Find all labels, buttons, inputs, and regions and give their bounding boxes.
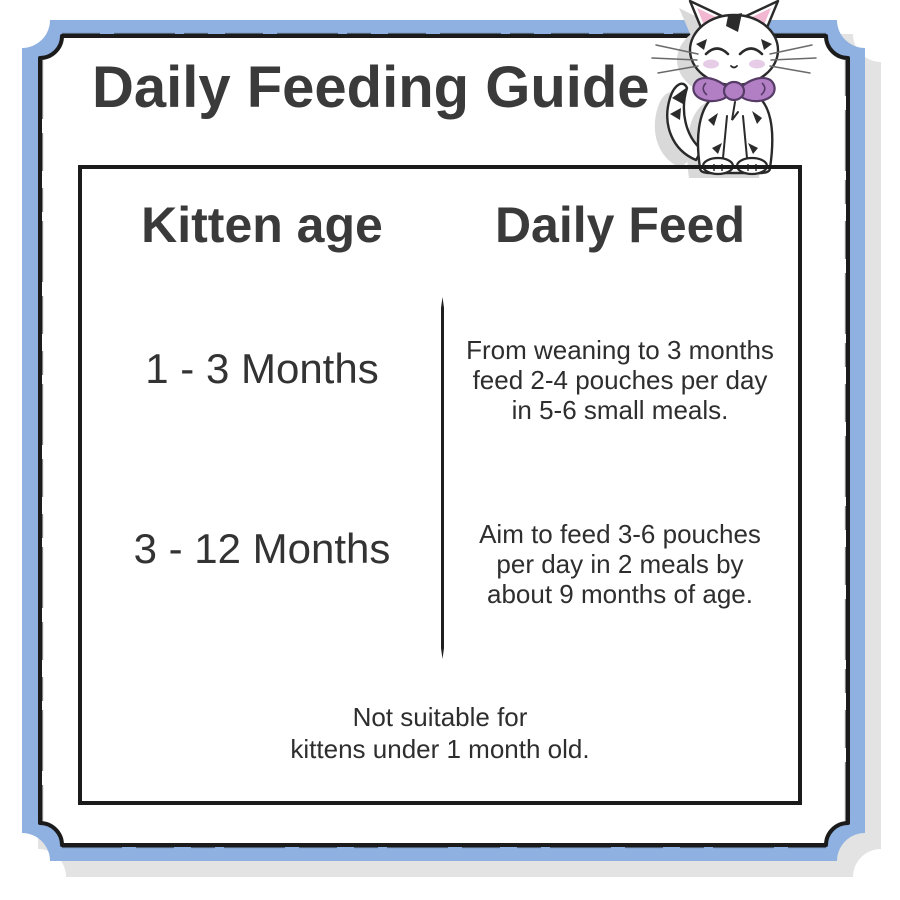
note-line: Not suitable for	[352, 702, 528, 732]
feed-line: feed 2-4 pouches per day	[472, 365, 768, 395]
table-row-age-1: 1 - 3 Months	[145, 345, 379, 392]
note-line: kittens under 1 month old.	[290, 734, 590, 764]
feed-line: in 5-6 small meals.	[511, 395, 729, 425]
feed-line: per day in 2 meals by	[496, 549, 744, 579]
table-row-feed-1	[440, 335, 800, 425]
column-header-daily-feed: Daily Feed	[494, 197, 746, 253]
table-row-age-2: 3 - 12 Months	[133, 525, 391, 572]
page-title: Daily Feeding Guide	[92, 55, 650, 120]
table-row-feed-2	[440, 519, 800, 609]
feed-line: From weaning to 3 months	[466, 335, 774, 365]
feeding-table	[78, 165, 802, 805]
feed-line: about 9 months of age.	[487, 579, 753, 609]
feed-line: Aim to feed 3-6 pouches	[479, 519, 761, 549]
suitability-note	[82, 701, 798, 765]
column-header-kitten-age: Kitten age	[141, 197, 383, 253]
